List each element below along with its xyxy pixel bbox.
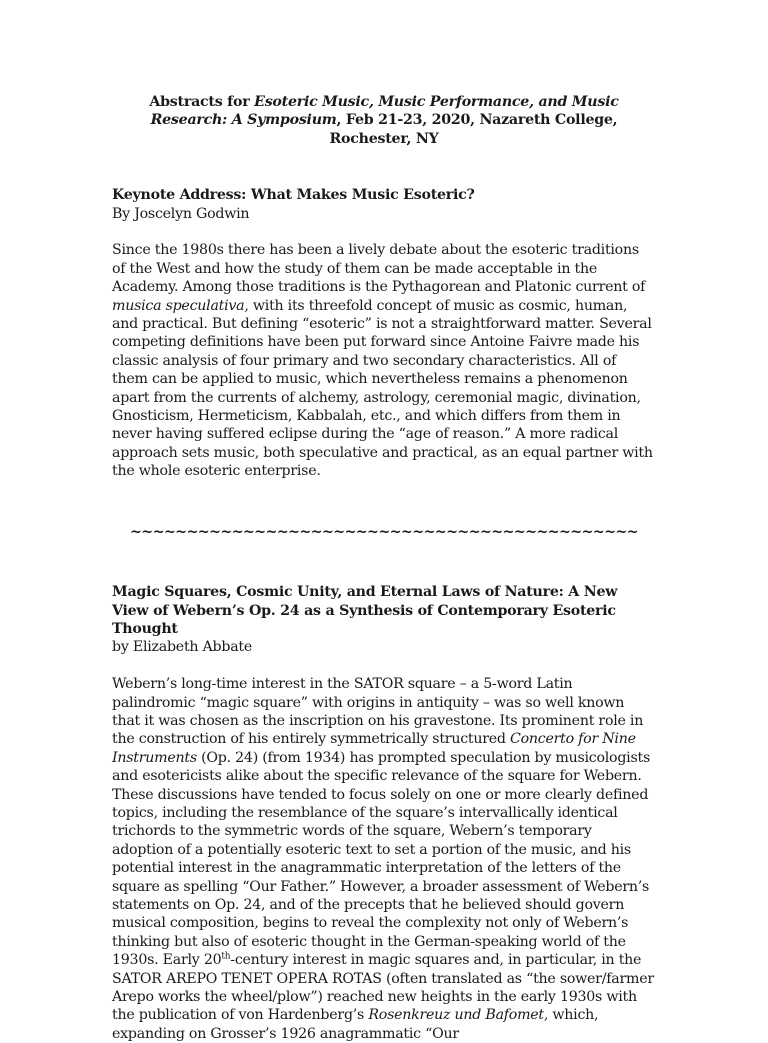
abbate-body-italic2: Rosenkreuz und Bafomet — [368, 1007, 544, 1024]
keynote-body-part2: , with its threefold concept of music as cosmic, human, and practical. But defining “esoteric” is not a straightforward matter. Several competing definitions have been put forward since Antoine Faivre made his classic analysis of four primary and two secondary characteristics. All of them can be applied to music, which nevertheless remains a phenomenon apart from the currents of alchemy, astrology, ceremonial magic, divination, Gnosticism, Hermeticism, Kabbalah, etc., and which differs from them in never having suffered eclipse during the “age of reason.” A more radical approach sets music, both speculative and practical, as an equal partner with the whole esoteric enterprise. — [112, 297, 653, 480]
keynote-body-part1: Since the 1980s there has been a lively debate about the esoteric traditions of the West and how the study of them can be made acceptable in the Academy. Among those traditions is the Pythagorean and Platonic current of — [112, 242, 646, 296]
keynote-abstract — [112, 186, 656, 480]
abbate-body-part2: (Op. 24) (from 1934) has prompted speculation by musicologists and esotericists alike about the specific relevance of the square for Webern. These discussions have tended to focus solely on one or more clearly defined topics, including the resemblance of the square’s intervallically identical trichords to the symmetric words of the square, Webern’s temporary adoption of a potentially esoteric text to set a portion of the music, and his potential interest in the anagrammatic interpretation of the letters of the square as spelling “Our Father.” However, a broader assessment of Webern’s statements on Op. 24, and of the precepts that he believed should govern musical composition, begins to reveal the complexity not only of Webern’s thinking but also of esoteric thought in the German-speaking world of the 1930s. Early 20 — [112, 749, 650, 969]
abbate-heading: Magic Squares, Cosmic Unity, and Eternal Laws of Nature: A New View of Webern’s Op. 24 as a Synthesis of Contemporary Esoteric Thought — [112, 584, 618, 637]
title-prefix: Abstracts for — [149, 94, 255, 110]
abbate-byline: by Elizabeth Abbate — [112, 639, 253, 656]
section-separator: ~~~~~~~~~~~~~~~~~~~~~~~~~~~~~~~~~~~~~~~~~~~~~ — [130, 523, 638, 540]
abbate-body-italic1: Concerto for Nine Instruments — [112, 731, 636, 766]
keynote-body — [112, 241, 656, 480]
title-suffix: , Feb 21-23, 2020, Nazareth College, Rochester, NY — [329, 112, 618, 147]
abbate-body — [112, 675, 656, 1043]
abbate-body-part3: -century interest in magic squares and, in particular, in the SATOR AREPO TENET OPERA ROTAS (often translated as “the sower/farmer Arepo works the wheel/plow”) reached new heights in the early 1930s with the publication of von Hardenberg’s — [112, 952, 654, 1024]
keynote-body-italic: musica speculativa — [112, 297, 245, 314]
abbate-body-part4: , which, expanding on Grosser’s 1926 anagrammatic “Our — [112, 1007, 599, 1042]
abbate-body-part1: Webern’s long-time interest in the SATOR square – a 5-word Latin palindromic “magic square” with origins in antiquity – was so well known that it was chosen as the inscription on his gravestone. Its prominent role in the construction of his entirely symmetrically structured — [112, 676, 644, 748]
keynote-byline: By Joscelyn Godwin — [112, 205, 250, 222]
title-italic: Esoteric Music, Music Performance, and Music Research: A Symposium — [150, 94, 619, 129]
document-page — [112, 93, 656, 1043]
keynote-heading: Keynote Address: What Makes Music Esoteric? — [112, 187, 475, 204]
abbate-abstract — [112, 583, 656, 1043]
abbate-body-superscript: th — [221, 951, 231, 962]
document-title — [112, 93, 656, 148]
